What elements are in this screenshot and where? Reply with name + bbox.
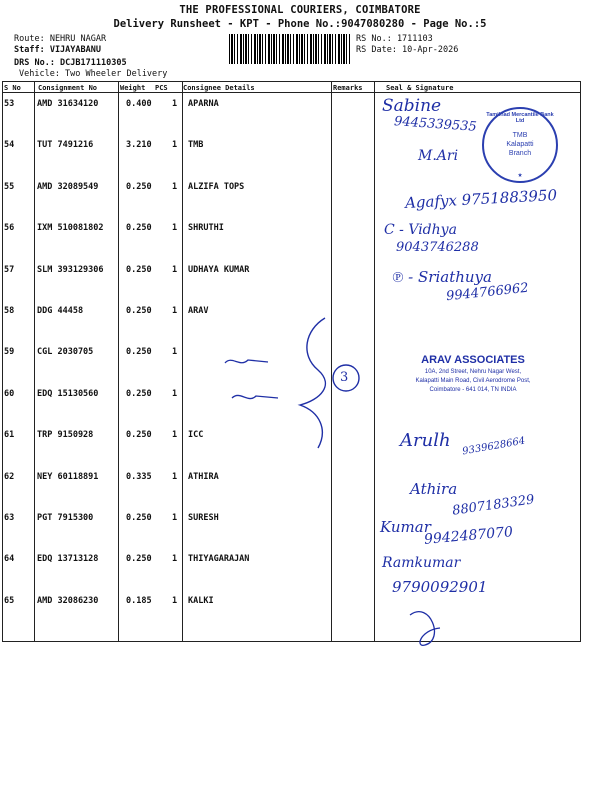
- row-weight: 0.250: [126, 430, 152, 441]
- signature-61: Arulh: [400, 430, 451, 451]
- phone-55: Agafyx 9751883950: [404, 186, 558, 212]
- arav-stamp-line3: Coimbatore - 641 014, TN INDIA: [429, 387, 517, 393]
- bank-seal-line1: TMB: [512, 132, 528, 139]
- row-weight: 0.250: [126, 554, 152, 565]
- row-sno: 60: [4, 388, 15, 399]
- row-weight: 0.250: [126, 264, 152, 275]
- row-weight: 0.250: [126, 181, 152, 192]
- phone-53: 9445339535: [393, 114, 478, 135]
- rs-date: RS Date: 10-Apr-2026: [356, 45, 459, 55]
- signature-63: Kumar: [380, 518, 431, 536]
- dash-mark-60: [232, 395, 278, 398]
- bank-seal-line2: Kalapatti: [506, 141, 534, 148]
- row-pcs: 1: [172, 430, 178, 441]
- row-pcs: 1: [172, 513, 178, 523]
- staff-label: Staff: VIJAYABANU: [14, 45, 101, 55]
- row-consignee: KALKI: [188, 595, 214, 606]
- name-56: C - Vidhya: [384, 222, 457, 238]
- row-weight: 0.250: [126, 388, 152, 399]
- bank-seal: [482, 107, 558, 183]
- row-sno: 57: [4, 264, 15, 275]
- row-consignee: ALZIFA TOPS: [188, 181, 245, 192]
- row-sno: 61: [4, 430, 15, 441]
- arav-stamp-name: ARAV ASSOCIATES: [421, 354, 525, 366]
- signature-62: Athira: [410, 480, 458, 498]
- row-sno: 64: [4, 554, 15, 565]
- vehicle-label: Vehicle: Two Wheeler Delivery: [19, 69, 168, 79]
- row-sno: 59: [4, 347, 15, 358]
- row-pcs: 1: [172, 471, 178, 482]
- runsheet-subtitle: Delivery Runsheet - KPT - Phone No.:9047080280 - Page No.:5: [113, 18, 487, 30]
- row-consignment: AMD 32086230: [37, 595, 99, 606]
- col-seal: Seal & Signature: [386, 84, 454, 92]
- row-sno: 56: [4, 223, 15, 234]
- drs-number: DRS No.: DCJB171110305: [14, 58, 127, 68]
- row-sno: 62: [4, 471, 15, 482]
- col-pcs: PCS: [155, 84, 168, 92]
- row-pcs: 1: [172, 223, 178, 234]
- phone-62: 8807183329: [451, 492, 536, 519]
- row-consignment: AMD 31634120: [37, 99, 99, 109]
- count-mark: 3: [340, 370, 349, 385]
- signature-57: ℗ - Sriathuya: [392, 268, 492, 286]
- row-consignee: THIYAGARAJAN: [188, 554, 250, 565]
- row-consignment: DDG 44458: [37, 306, 84, 316]
- row-pcs: 1: [172, 140, 178, 151]
- row-consignment: NEY 60118891: [37, 471, 99, 482]
- row-pcs: 1: [172, 347, 178, 358]
- col-weight: Weight: [120, 84, 146, 92]
- arav-stamp-line2: Kalapatti Main Road, Civil Aerodrome Post,: [415, 378, 531, 384]
- bank-seal-name: Tamilnad Mercantile Bank Ltd: [486, 112, 554, 124]
- row-consignment: CGL 2030705: [37, 347, 94, 358]
- rs-number: RS No.: 1711103: [356, 34, 433, 44]
- row-consignee: APARNA: [188, 99, 219, 109]
- row-weight: 0.250: [126, 306, 152, 316]
- row-consignee: ICC: [188, 430, 204, 441]
- row-consignment: PGT 7915300: [37, 513, 94, 523]
- col-consignment: Consignment No: [38, 84, 98, 92]
- phone-56: 9043746288: [396, 240, 479, 255]
- signature-53: Sabine: [382, 96, 442, 116]
- row-sno: 55: [4, 181, 15, 192]
- row-pcs: 1: [172, 99, 178, 109]
- signature-54: M.Ari: [418, 148, 459, 164]
- star-icon: ★: [517, 170, 523, 179]
- row-weight: 3.210: [126, 140, 152, 151]
- row-sno: 63: [4, 513, 15, 523]
- row-consignment: IXM 510081802: [37, 223, 104, 234]
- row-weight: 0.250: [126, 347, 152, 358]
- row-pcs: 1: [172, 306, 178, 316]
- row-weight: 0.250: [126, 223, 152, 234]
- phone-61: 9339628664: [461, 435, 527, 458]
- company-title: THE PROFESSIONAL COURIERS, COIMBATORE: [179, 4, 421, 16]
- row-pcs: 1: [172, 181, 178, 192]
- row-consignment: SLM 393129306: [37, 264, 104, 275]
- row-consignment: EDQ 15130560: [37, 388, 99, 399]
- col-sno: S No: [4, 84, 21, 92]
- row-consignee: SHRUTHI: [188, 223, 224, 234]
- phone-57: 9944766962: [445, 280, 530, 305]
- row-pcs: 1: [172, 388, 178, 399]
- row-weight: 0.185: [126, 595, 152, 606]
- row-sno: 58: [4, 306, 15, 316]
- row-sno: 65: [4, 595, 15, 606]
- row-consignee: ARAV: [188, 306, 209, 316]
- phone-55-number: 9751883950: [461, 186, 558, 210]
- row-pcs: 1: [172, 264, 178, 275]
- row-weight: 0.335: [126, 471, 152, 482]
- row-sno: 54: [4, 140, 15, 151]
- row-consignment: TRP 9150928: [37, 430, 94, 441]
- row-consignment: AMD 32089549: [37, 181, 99, 192]
- row-weight: 0.400: [126, 99, 152, 109]
- row-weight: 0.250: [126, 513, 152, 523]
- col-remarks: Remarks: [333, 84, 363, 92]
- arav-stamp-line1: 10A, 2nd Street, Nehru Nagar West,: [424, 369, 522, 375]
- row-consignment: TUT 7491216: [37, 140, 94, 151]
- signature-64: Ramkumar: [382, 555, 461, 571]
- row-pcs: 1: [172, 595, 178, 606]
- row-consignee: TMB: [188, 140, 204, 151]
- row-consignee: SURESH: [188, 513, 219, 523]
- route-label: Route: NEHRU NAGAR: [14, 34, 107, 44]
- bracket-mark: [300, 318, 325, 448]
- row-consignee: UDHAYA KUMAR: [188, 264, 250, 275]
- phone-64: 9790092901: [392, 578, 488, 596]
- arav-stamp: [398, 354, 548, 395]
- col-consignee: Consignee Details: [183, 84, 255, 92]
- row-pcs: 1: [172, 554, 178, 565]
- phone-63: 9942487070: [423, 524, 514, 548]
- bank-seal-line3: Branch: [508, 150, 532, 157]
- signature-65: [410, 612, 440, 646]
- row-sno: 53: [4, 99, 15, 109]
- dash-mark-59: [225, 360, 268, 363]
- row-consignment: EDQ 13713128: [37, 554, 99, 565]
- row-consignee: ATHIRA: [188, 471, 219, 482]
